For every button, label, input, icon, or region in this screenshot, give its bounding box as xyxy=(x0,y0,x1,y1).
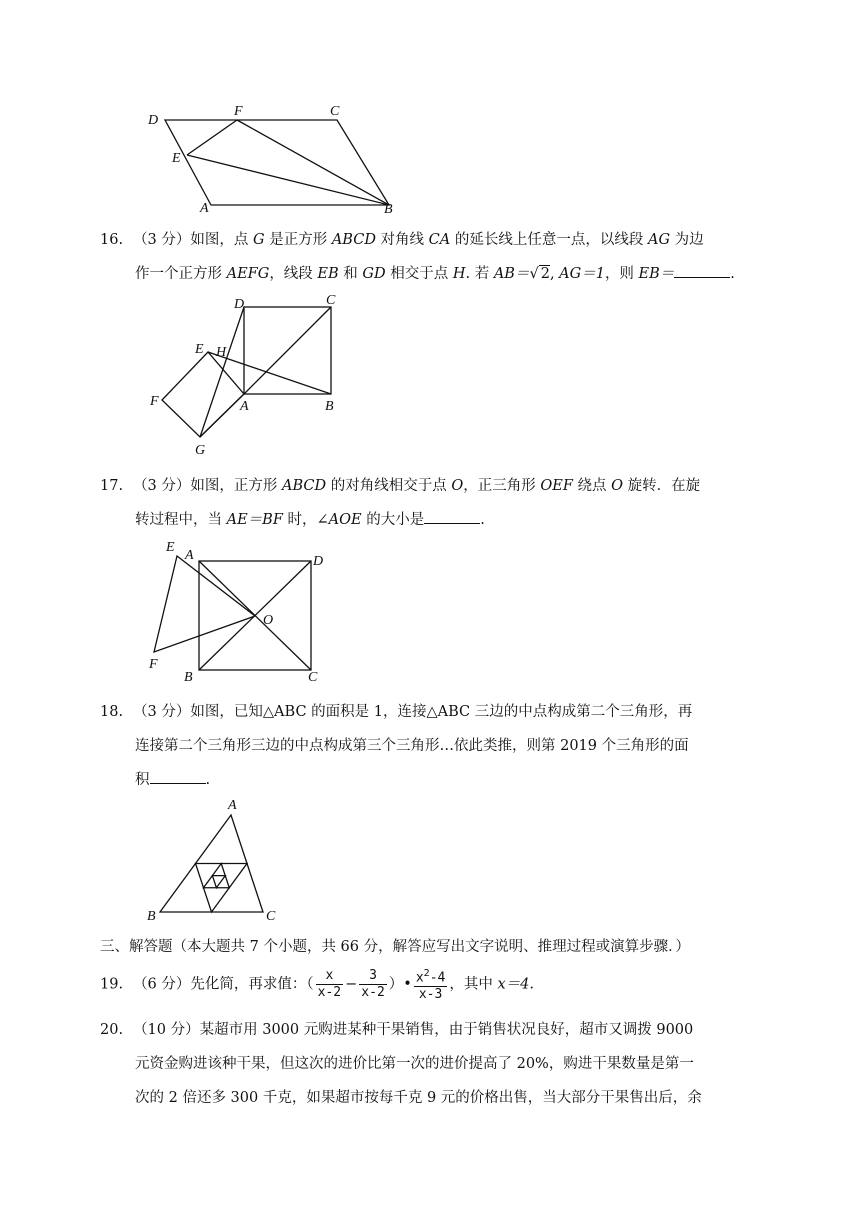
section-3-heading: 三、解答题（本大题共 7 个小题，共 66 分，解答应写出文字说明、推理过程或演算步骤．） xyxy=(100,939,690,955)
figure-16-squares xyxy=(140,290,360,460)
label-D: D xyxy=(234,297,245,312)
q20-line3: 次的 2 倍还多 300 千克，如果超市按每千克 9 元的价格出售，当大部分干果售出后，余 xyxy=(135,1090,702,1106)
label-E: E xyxy=(195,342,204,357)
label-F: F xyxy=(234,104,243,119)
q17-line2: 转过程中，当 AE＝BF 时，∠AOE 的大小是 . xyxy=(135,508,485,529)
label-A: A xyxy=(240,399,249,414)
figure-15-parallelogram xyxy=(140,100,410,220)
label-G: G xyxy=(195,443,206,458)
q17-number: 17. xyxy=(100,478,124,494)
label-F: F xyxy=(149,657,158,672)
label-C: C xyxy=(266,909,276,924)
label-B: B xyxy=(147,909,156,924)
q16-number: 16. xyxy=(100,232,124,248)
label-D: D xyxy=(313,554,324,569)
label-A: A xyxy=(200,201,209,216)
figure-18-nested-triangles xyxy=(140,795,300,930)
q18-line1: 18. （3 分）如图，已知△ABC 的面积是 1，连接△ABC 三边的中点构成第二个三角形，再 xyxy=(100,704,693,720)
label-A: A xyxy=(185,548,194,563)
fraction-1: $\frac{x}{x-2}$ xyxy=(317,968,342,1001)
label-B: B xyxy=(184,670,193,685)
q20-line2: 元资金购进该种干果，但这次的进价比第一次的进价提高了 20%，购进干果数量是第一 xyxy=(135,1056,694,1072)
label-C: C xyxy=(330,104,340,119)
answer-blank-17 xyxy=(424,509,480,524)
label-H: H xyxy=(216,345,227,360)
fraction-3: $\frac{x^2-4}{x-3}$ xyxy=(415,968,446,1003)
label-D: D xyxy=(148,113,159,128)
label-E: E xyxy=(166,540,175,555)
q18-line3: 积 . xyxy=(135,768,210,789)
label-B: B xyxy=(325,399,334,414)
label-E: E xyxy=(172,151,181,166)
q20-number: 20. xyxy=(100,1022,124,1038)
q16-line1: 16. （3 分）如图，点 G 是正方形 ABCD 对角线 CA 的延长线上任意一点，以线段 AG 为边 xyxy=(100,232,704,248)
label-C: C xyxy=(308,670,318,685)
label-O: O xyxy=(263,613,274,628)
q19: 19. （6 分）先化简，再求值：（ $\frac{x}{x-2}$ − $\frac{3}{x-2}$ ）• $\frac{x^2-4}{x-3}$ ，其中 x＝4. xyxy=(100,968,534,1003)
q18-line2: 连接第二个三角形三边的中点构成第三个三角形…依此类推，则第 2019 个三角形的面 xyxy=(135,738,689,754)
label-F: F xyxy=(150,394,159,409)
answer-blank-18 xyxy=(150,769,206,784)
q20-line1: 20. （10 分）某超市用 3000 元购进某种干果销售，由于销售状况良好，超市又调拨 9000 xyxy=(100,1022,694,1038)
figure-17-square-triangle xyxy=(140,534,340,689)
answer-blank-16 xyxy=(674,263,730,278)
q19-number: 19. xyxy=(100,976,124,993)
fraction-2: $\frac{3}{x-2}$ xyxy=(361,968,385,1001)
label-C: C xyxy=(326,293,336,308)
label-A: A xyxy=(228,798,237,813)
label-B: B xyxy=(384,202,393,217)
q18-number: 18. xyxy=(100,704,124,720)
q16-line2: 作一个正方形 AEFG，线段 EB 和 GD 相交于点 H. 若 AB＝√ 2, AG＝1，则 EB＝ . xyxy=(135,262,735,283)
q17-line1: 17. （3 分）如图，正方形 ABCD 的对角线相交于点 O，正三角形 OEF 绕点 O 旋转．在旋 xyxy=(100,478,701,494)
